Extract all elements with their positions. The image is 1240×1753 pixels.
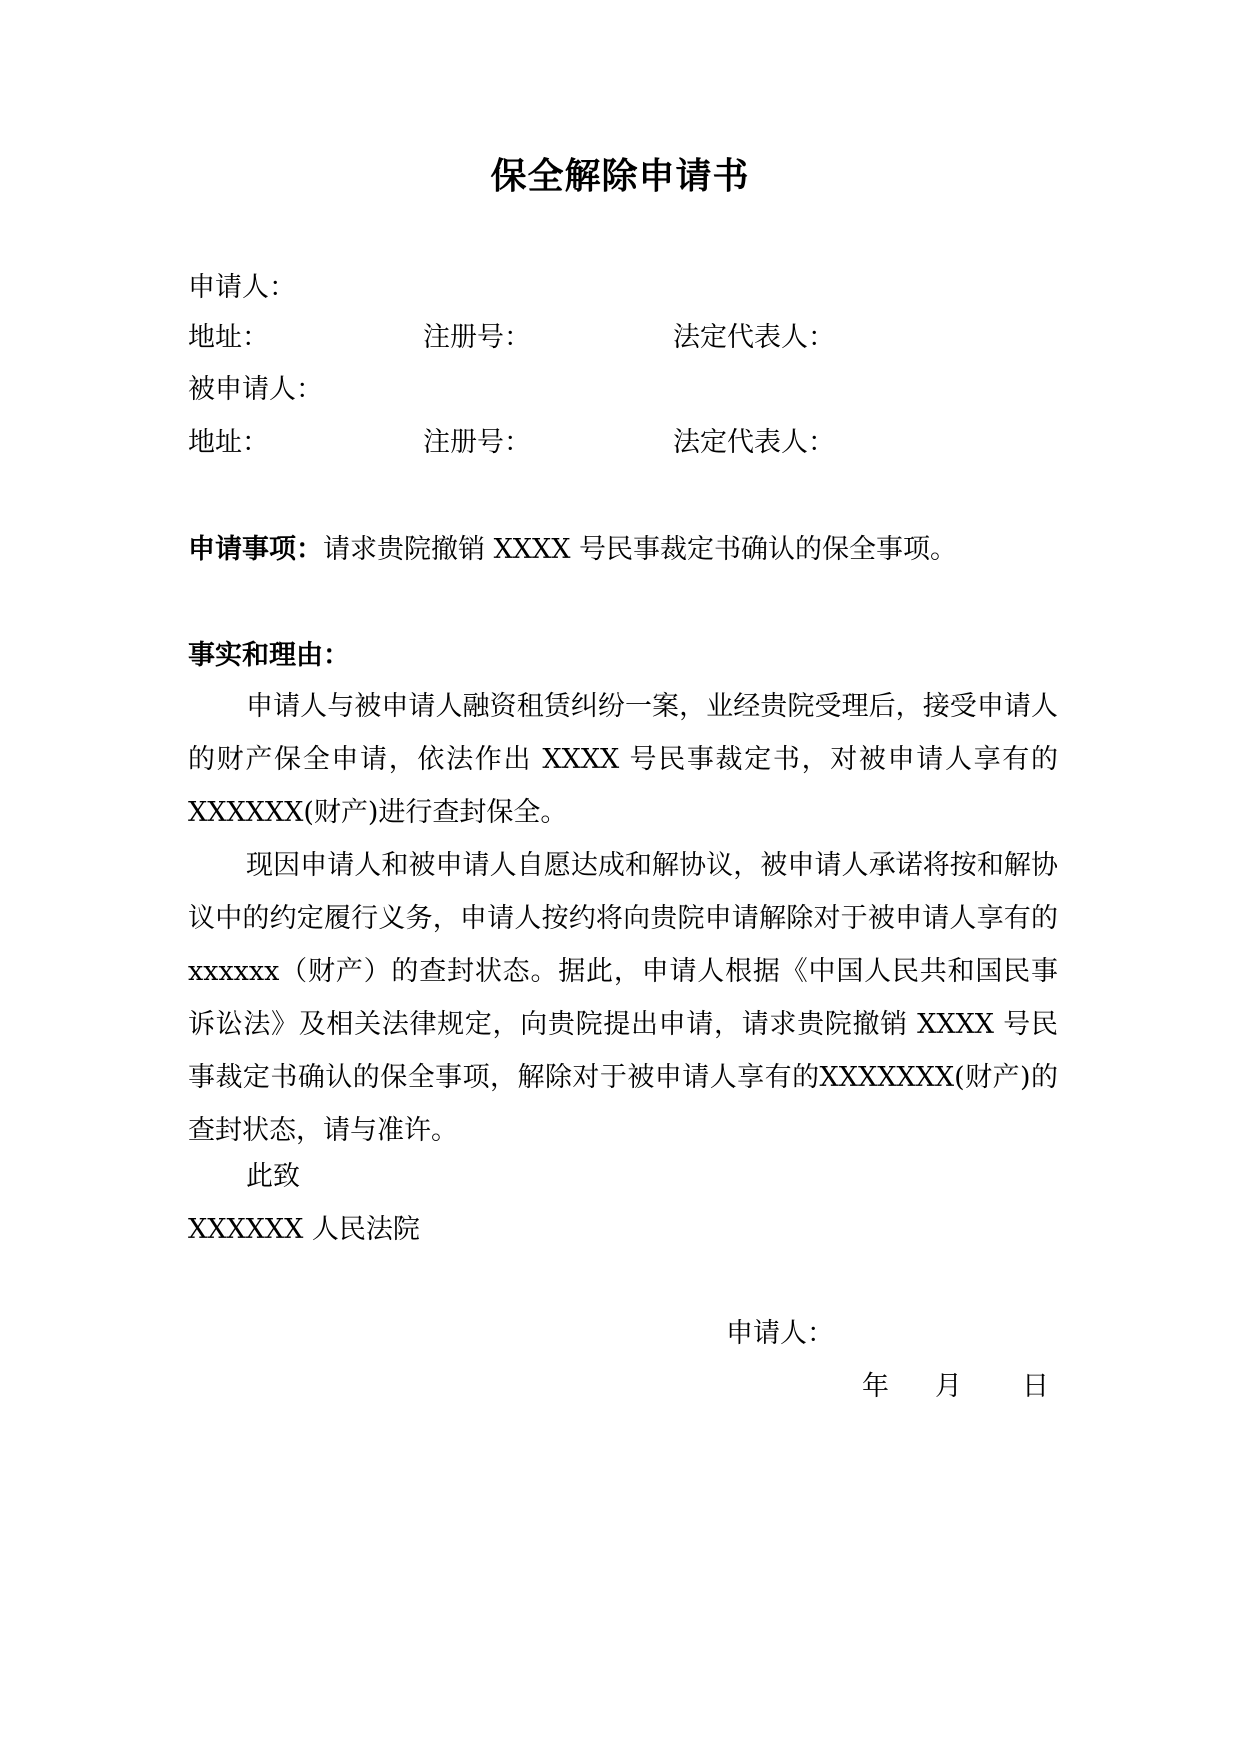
date-day: 日 <box>1022 1371 1049 1402</box>
request-line <box>188 530 957 570</box>
document-title: 保全解除申请书 <box>490 156 750 197</box>
facts-paragraph-2: 现因申请人和被申请人自愿达成和解协议，被申请人承诺将按和解协议中的约定履行义务，申请人按约将向贵院申请解除对于被申请人享有的 xxxxxx（财产）的查封状态。据此，申请人根据《中国人民共和国民事诉讼法》及相关法律规定，向贵院提出申请，请求贵院撤销 XXXX 号民事裁定书确认的保全事项，解除对于被申请人享有的XXXXXXX(财产)的查封状态，请与准许。 <box>188 850 1058 1146</box>
closing-salutation: 此致 <box>246 1161 300 1192</box>
signature-date <box>0 1367 1240 1407</box>
facts-label: 事实和理由： <box>188 640 350 671</box>
applicant-legal-rep-label: 法定代表人： <box>673 322 835 353</box>
closing-court: XXXXXX 人民法院 <box>188 1214 420 1245</box>
date-year: 年 <box>862 1371 889 1402</box>
applicant-label: 申请人： <box>188 272 296 303</box>
applicant-address-label: 地址： <box>188 322 269 353</box>
signature-applicant-label: 申请人： <box>726 1318 834 1349</box>
applicant-reg-no-label: 注册号： <box>423 322 531 353</box>
respondent-address-label: 地址： <box>188 427 269 458</box>
request-label: 申请事项： <box>188 534 323 565</box>
respondent-reg-no-label: 注册号： <box>423 427 531 458</box>
facts-paragraph-1: 申请人与被申请人融资租赁纠纷一案，业经贵院受理后，接受申请人的财产保全申请，依法作出 XXXX 号民事裁定书，对被申请人享有的 XXXXXX(财产)进行查封保全。 <box>188 691 1058 828</box>
date-month: 月 <box>935 1371 962 1402</box>
respondent-label: 被申请人： <box>188 374 323 405</box>
respondent-legal-rep-label: 法定代表人： <box>673 427 835 458</box>
request-text: 请求贵院撤销 XXXX 号民事裁定书确认的保全事项。 <box>323 534 958 565</box>
